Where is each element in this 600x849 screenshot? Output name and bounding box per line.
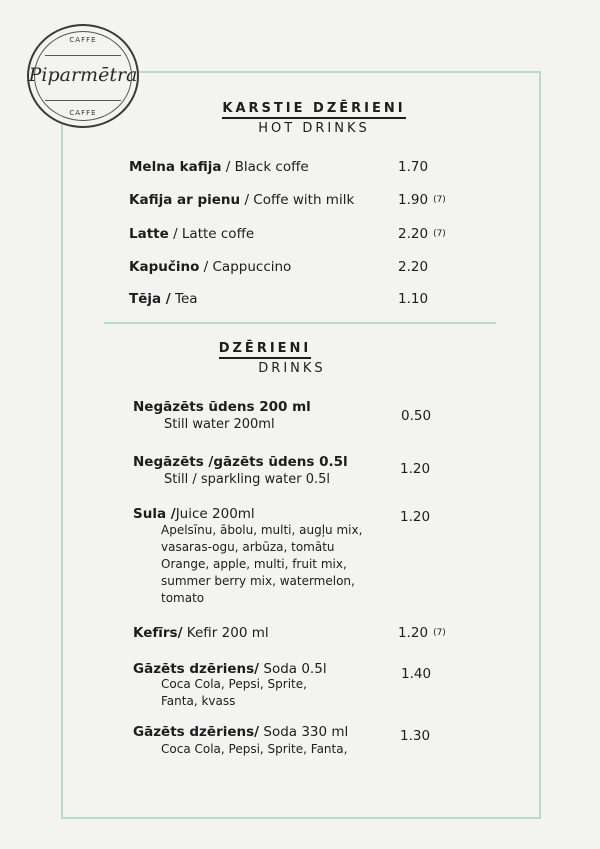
menu-item: Latte / Latte coffe	[129, 226, 255, 242]
section-divider	[104, 322, 496, 324]
item-description: Still water 200ml	[164, 417, 275, 432]
item-description: Apelsīnu, ābolu, multi, augļu mix, vasaras-ogu, arbūza, tomātu Orange, apple, multi, fruit mix, summer berry mix, watermelon, tomato	[161, 523, 363, 605]
drinks-title-en: DRINKS	[258, 361, 326, 376]
hot-drinks-title-lv: KARSTIE DZĒRIENI	[14, 101, 600, 116]
menu-item: Sula /Juice 200ml	[133, 506, 255, 522]
allergen-note: (7)	[433, 229, 446, 239]
item-price: 1.20	[400, 461, 431, 477]
item-price: 2.20	[398, 259, 429, 275]
logo-name: Piparmētra	[28, 64, 138, 86]
item-price: 1.30	[400, 728, 431, 744]
logo-top-text: CAFFE	[69, 36, 97, 44]
allergen-note: (7)	[433, 628, 446, 638]
item-price: 1.20	[400, 509, 431, 525]
menu-item: Tēja / Tea	[129, 291, 198, 307]
drinks-title-lv: DZĒRIENI	[0, 341, 565, 356]
menu-item: Negāzēts ūdens 200 ml	[133, 399, 311, 415]
menu-item: Negāzēts /gāzēts ūdens 0.5l	[133, 454, 348, 470]
menu-item: Melna kafija / Black coffe	[129, 159, 309, 175]
item-price: 1.20 (7)	[398, 625, 446, 641]
item-price: 1.10	[398, 291, 429, 307]
logo-rule-top	[45, 55, 121, 56]
menu-item: Gāzēts dzēriens/ Soda 330 ml	[133, 724, 349, 740]
logo-bottom-text: CAFFE	[69, 109, 97, 117]
menu-item: Kapučino / Cappuccino	[129, 259, 292, 275]
menu-item: Kefīrs/ Kefir 200 ml	[133, 625, 269, 641]
item-description: Coca Cola, Pepsi, Sprite, Fanta, kvass	[161, 677, 307, 708]
item-price: 1.40	[401, 666, 432, 682]
item-price: 2.20 (7)	[398, 226, 446, 242]
menu-item: Kafija ar pienu / Coffe with milk	[129, 192, 355, 208]
allergen-note: (7)	[433, 195, 446, 205]
item-description: Coca Cola, Pepsi, Sprite, Fanta,	[161, 742, 348, 756]
menu-item: Gāzēts dzēriens/ Soda 0.5l	[133, 661, 327, 677]
item-price: 0.50	[401, 408, 432, 424]
item-price: 1.90 (7)	[398, 192, 446, 208]
item-price: 1.70	[398, 159, 429, 175]
hot-drinks-title-en: HOT DRINKS	[258, 121, 370, 136]
item-description: Still / sparkling water 0.5l	[164, 472, 330, 487]
